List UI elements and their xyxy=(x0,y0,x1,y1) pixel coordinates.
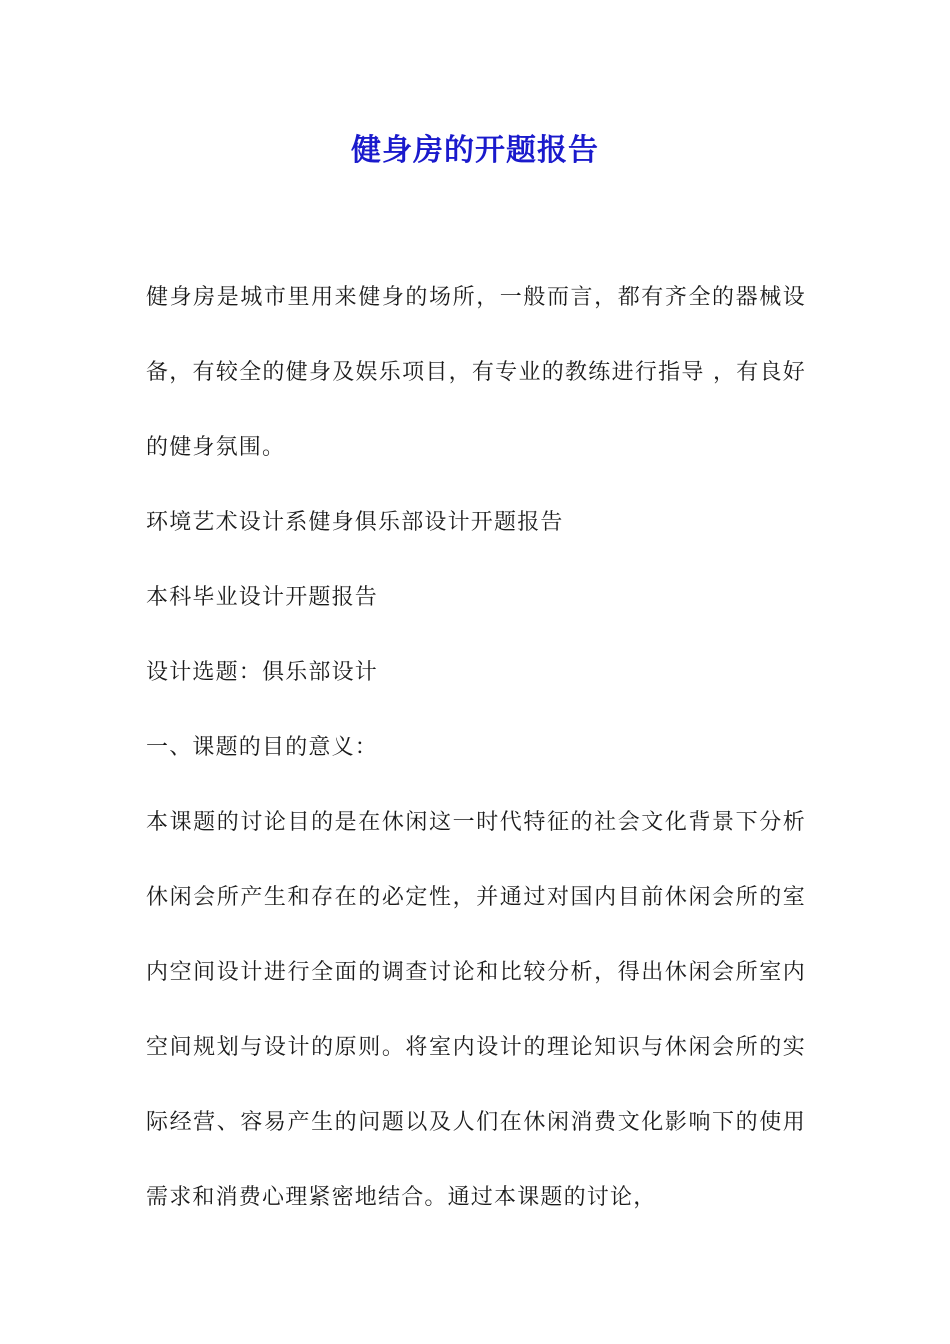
paragraph-report-type: 本科毕业设计开题报告 xyxy=(146,585,379,610)
document-title: 健身房的开题报告 xyxy=(351,133,599,168)
paragraph-intro: 健身房是城市里用来健身的场所，一般而言，都有齐全的器械设备，有较全的健身及娱乐项目，有专业的教练进行指导 ，有良好的健身氛围。 xyxy=(146,285,806,460)
paragraph-purpose: 本课题的讨论目的是在休闲这一时代特征的社会文化背景下分析休闲会所产生和存在的必定性，并通过对国内目前休闲会所的室内空间设计进行全面的调查讨论和比较分析，得出休闲会所室内空间规划与设计的原则。将室内设计的理论知识与休闲会所的实际经营、容易产生的问题以及人们在休闲消费文化影响下的使用需求和消费心理紧密地结合。通过本课题的讨论， xyxy=(146,810,806,1210)
paragraph-topic: 设计选题：俱乐部设计 xyxy=(146,660,379,685)
paragraph-department: 环境艺术设计系健身俱乐部设计开题报告 xyxy=(146,510,564,535)
document-body xyxy=(146,260,806,1235)
section-heading-purpose: 一、课题的目的意义： xyxy=(146,735,379,760)
